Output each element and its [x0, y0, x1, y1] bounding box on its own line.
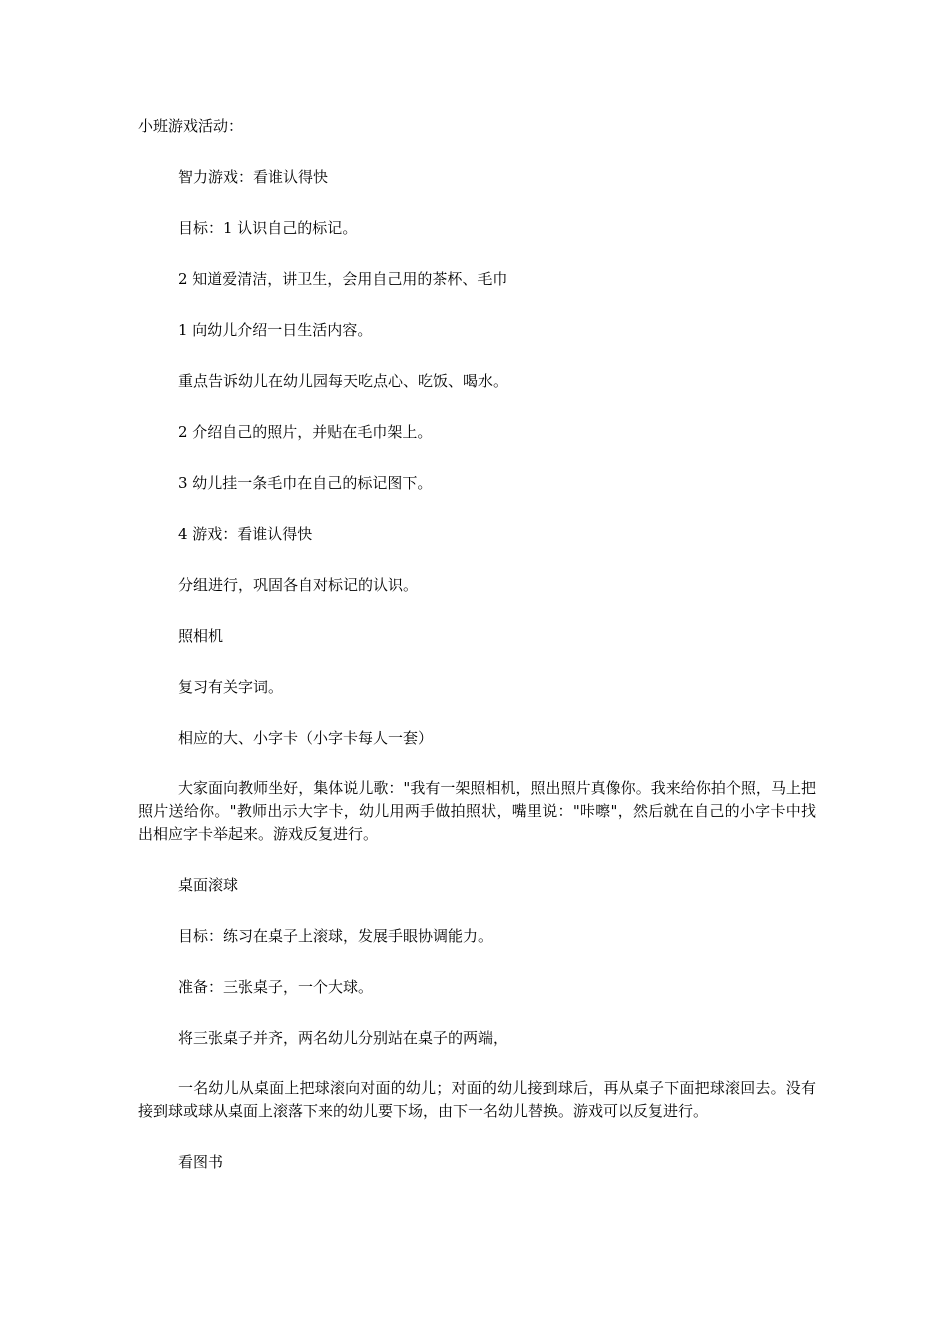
paragraph: 3 幼儿挂一条毛巾在自己的标记图下。 [178, 474, 433, 492]
section-heading: 看图书 [178, 1153, 224, 1171]
paragraph: 2 介绍自己的照片，并贴在毛巾架上。 [178, 423, 433, 441]
paragraph: 2 知道爱清洁，讲卫生，会用自己用的茶杯、毛巾 [178, 270, 508, 288]
paragraph: 目标：1 认识自己的标记。 [178, 219, 358, 237]
paragraph: 智力游戏：看谁认得快 [178, 168, 329, 186]
paragraph: 分组进行，巩固各自对标记的认识。 [178, 576, 419, 594]
paragraph: 4 游戏：看谁认得快 [178, 525, 313, 543]
section-heading: 桌面滚球 [178, 876, 239, 894]
paragraph: 复习有关字词。 [178, 678, 284, 696]
section-heading: 照相机 [178, 627, 224, 645]
paragraph: 一名幼儿从桌面上把球滚向对面的幼儿；对面的幼儿接到球后，再从桌子下面把球滚回去。没有接到球或球从桌面上滚落下来的幼儿要下场，由下一名幼儿替换。游戏可以反复进行。 [138, 1079, 816, 1120]
doc-title: 小班游戏活动： [138, 117, 244, 135]
paragraph: 将三张桌子并齐，两名幼儿分别站在桌子的两端， [178, 1029, 509, 1047]
paragraph: 相应的大、小字卡（小字卡每人一套） [178, 729, 434, 747]
document-body [138, 114, 816, 1201]
paragraph: 目标：练习在桌子上滚球，发展手眼协调能力。 [178, 927, 494, 945]
paragraph: 准备：三张桌子，一个大球。 [178, 978, 374, 996]
paragraph: 1 向幼儿介绍一日生活内容。 [178, 321, 373, 339]
paragraph: 重点告诉幼儿在幼儿园每天吃点心、吃饭、喝水。 [178, 372, 509, 390]
paragraph: 大家面向教师坐好，集体说儿歌："我有一架照相机，照出照片真像你。我来给你拍个照，马上把照片送给你。"教师出示大字卡，幼儿用两手做拍照状，嘴里说："咔嚓"，然后就在自己的小字卡中找出相应字卡举起来。游戏反复进行。 [138, 779, 816, 843]
